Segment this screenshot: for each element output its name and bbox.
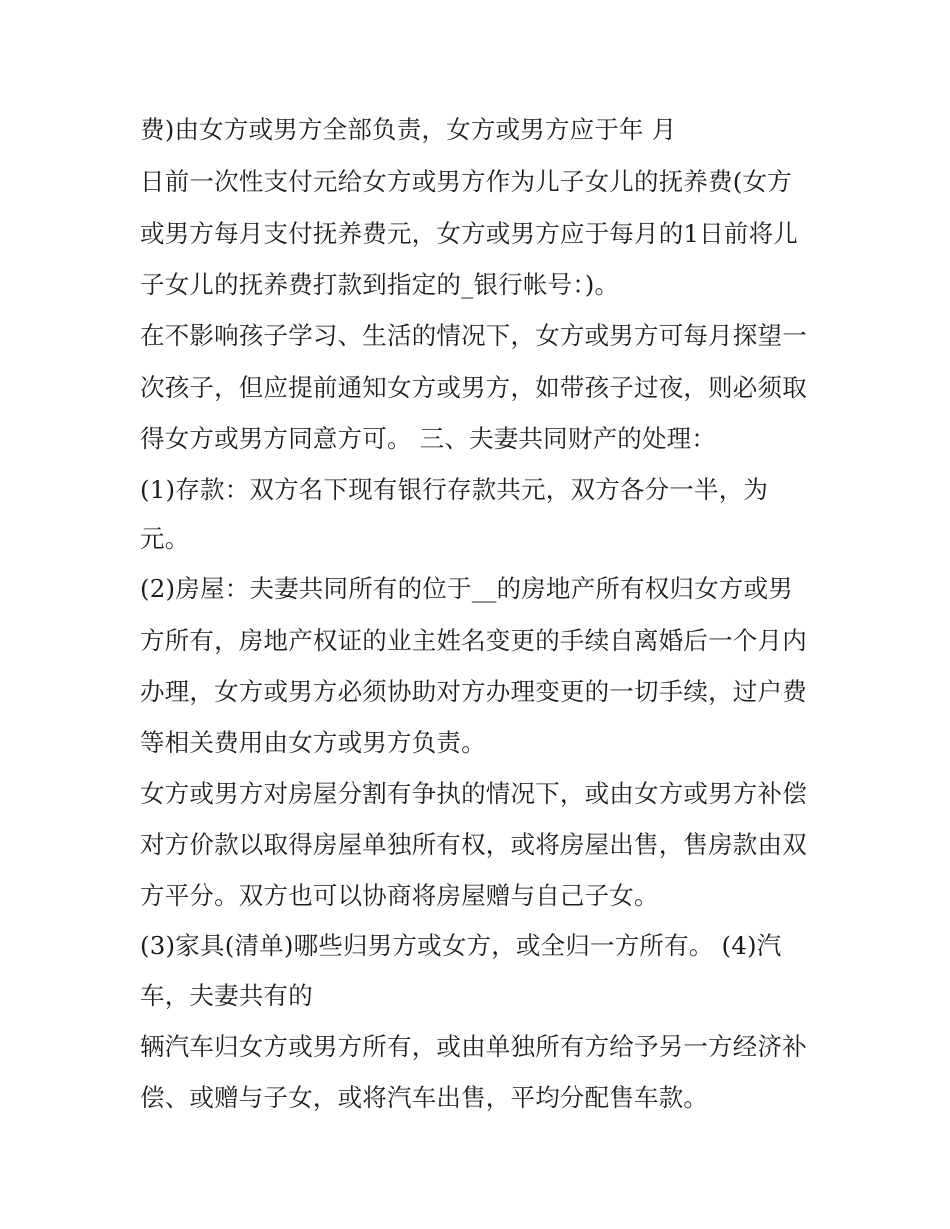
text-line: 车，夫妻共有的 xyxy=(140,981,313,1010)
text-line: 方所有，房地产权证的业主姓名变更的手续自离婚后一个月内 xyxy=(140,626,807,655)
text-line: 日前一次性支付元给女方或男方作为儿子女儿的抚养费(女方 xyxy=(140,167,792,196)
text-line: 等相关费用由女方或男方负责。 xyxy=(140,728,486,757)
text-line: 在不影响孩子学习、生活的情况下，女方或男方可每月探望一 xyxy=(140,321,807,350)
text-line: (2)房屋：夫妻共同所有的位于__的房地产所有权归女方或男 xyxy=(140,574,794,603)
text-line: 次孩子，但应提前通知女方或男方，如带孩子过夜，则必须取 xyxy=(140,373,807,402)
text-line: (1)存款：双方名下现有银行存款共元，双方各分一半，为 xyxy=(140,475,769,504)
text-line: 辆汽车归女方或男方所有，或由单独所有方给予另一方经济补 xyxy=(140,1032,807,1061)
text-line: (3)家具(清单)哪些归男方或女方，或全归一方所有。 (4)汽 xyxy=(140,931,782,960)
text-line: 女方或男方对房屋分割有争执的情况下，或由女方或男方补偿 xyxy=(140,779,807,808)
text-line: 方平分。双方也可以协商将房屋赠与自己子女。 xyxy=(140,881,659,910)
text-line: 偿、或赠与子女，或将汽车出售，平均分配售车款。 xyxy=(140,1083,709,1112)
text-line: 对方价款以取得房屋单独所有权，或将房屋出售，售房款由双 xyxy=(140,830,807,859)
text-line: 元。 xyxy=(140,524,190,553)
text-line: 子女儿的抚养费打款到指定的_银行帐号：)。 xyxy=(140,270,620,299)
text-line: 或男方每月支付抚养费元，女方或男方应于每月的1日前将儿 xyxy=(140,219,798,248)
text-line: 费)由女方或男方全部负责，女方或男方应于年 月 xyxy=(140,115,677,144)
text-line: 得女方或男方同意方可。 三、夫妻共同财产的处理： xyxy=(140,424,717,453)
text-line: 办理，女方或男方必须协助对方办理变更的一切手续，过户费 xyxy=(140,677,807,706)
